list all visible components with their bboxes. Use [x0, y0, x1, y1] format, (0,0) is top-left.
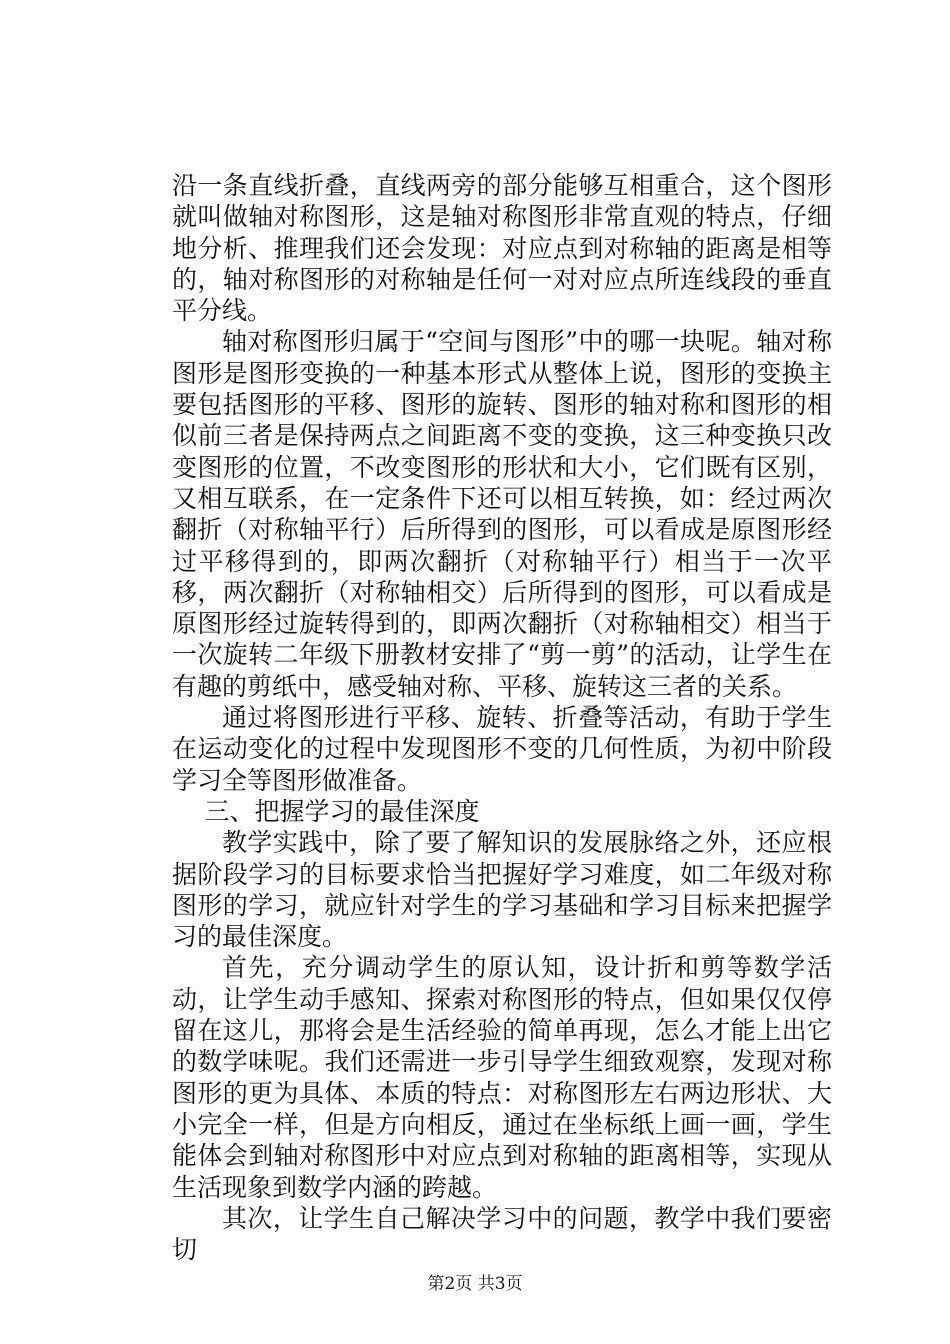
document-body [172, 170, 832, 1265]
paragraph-teaching-practice: 教学实践中，除了要了解知识的发展脉络之外，还应根据阶段学习的目标要求恰当把握好学习难度，如二年级对称图形的学习，就应针对学生的学习基础和学习目标来把握学习的最佳深度。 [172, 828, 832, 952]
paragraph-transform-activities: 通过将图形进行平移、旋转、折叠等活动，有助于学生在运动变化的过程中发现图形不变的几何性质，为初中阶段学习全等图形做准备。 [172, 703, 832, 795]
paragraph-continuation: 沿一条直线折叠，直线两旁的部分能够互相重合，这个图形就叫做轴对称图形，这是轴对称图形非常直观的特点，仔细地分析、推理我们还会发现：对应点到对称轴的距离是相等的，轴对称图形的对称轴是任何一对对应点所连线段的垂直平分线。 [172, 171, 832, 326]
paragraph-second: 其次，让学生自己解决学习中的问题，教学中我们要密切 [172, 1203, 832, 1265]
page-footer: 第2页 共3页 [427, 1274, 523, 1294]
paragraph-axis-symmetry-classification: 轴对称图形归属于“空间与图形”中的哪一块呢。轴对称图形是图形变换的一种基本形式从整体上说，图形的变换主要包括图形的平移、图形的旋转、图形的轴对称和图形的相似前三者是保持两点之间距离不变的变换，这三种变换只改变图形的位置，不改变图形的形状和大小，它们既有区别，又相互联系，在一定条件下还可以相互转换，如：经过两次翻折（对称轴平行）后所得到的图形，可以看成是原图形经过平移得到的，即两次翻折（对称轴平行）相当于一次平移，两次翻折（对称轴相交）后所得到的图形，可以看成是原图形经过旋转得到的，即两次翻折（对称轴相交）相当于一次旋转二年级下册教材安排了“剪一剪”的活动，让学生在有趣的剪纸中，感受轴对称、平移、旋转这三者的关系。 [172, 327, 832, 701]
paragraph-first: 首先，充分调动学生的原认知，设计折和剪等数学活动，让学生动手感知、探索对称图形的特点，但如果仅仅停留在这儿，那将会是生活经验的简单再现，怎么才能上出它的数学味呢。我们还需进一步引导学生细致观察，发现对称图形的更为具体、本质的特点：对称图形左右两边形状、大小完全一样，但是方向相反，通过在坐标纸上画一画，学生能体会到轴对称图形中对应点到对称轴的距离相等，实现从生活现象到数学内涵的跨越。 [172, 953, 832, 1202]
section-heading: 三、把握学习的最佳深度 [204, 796, 480, 826]
